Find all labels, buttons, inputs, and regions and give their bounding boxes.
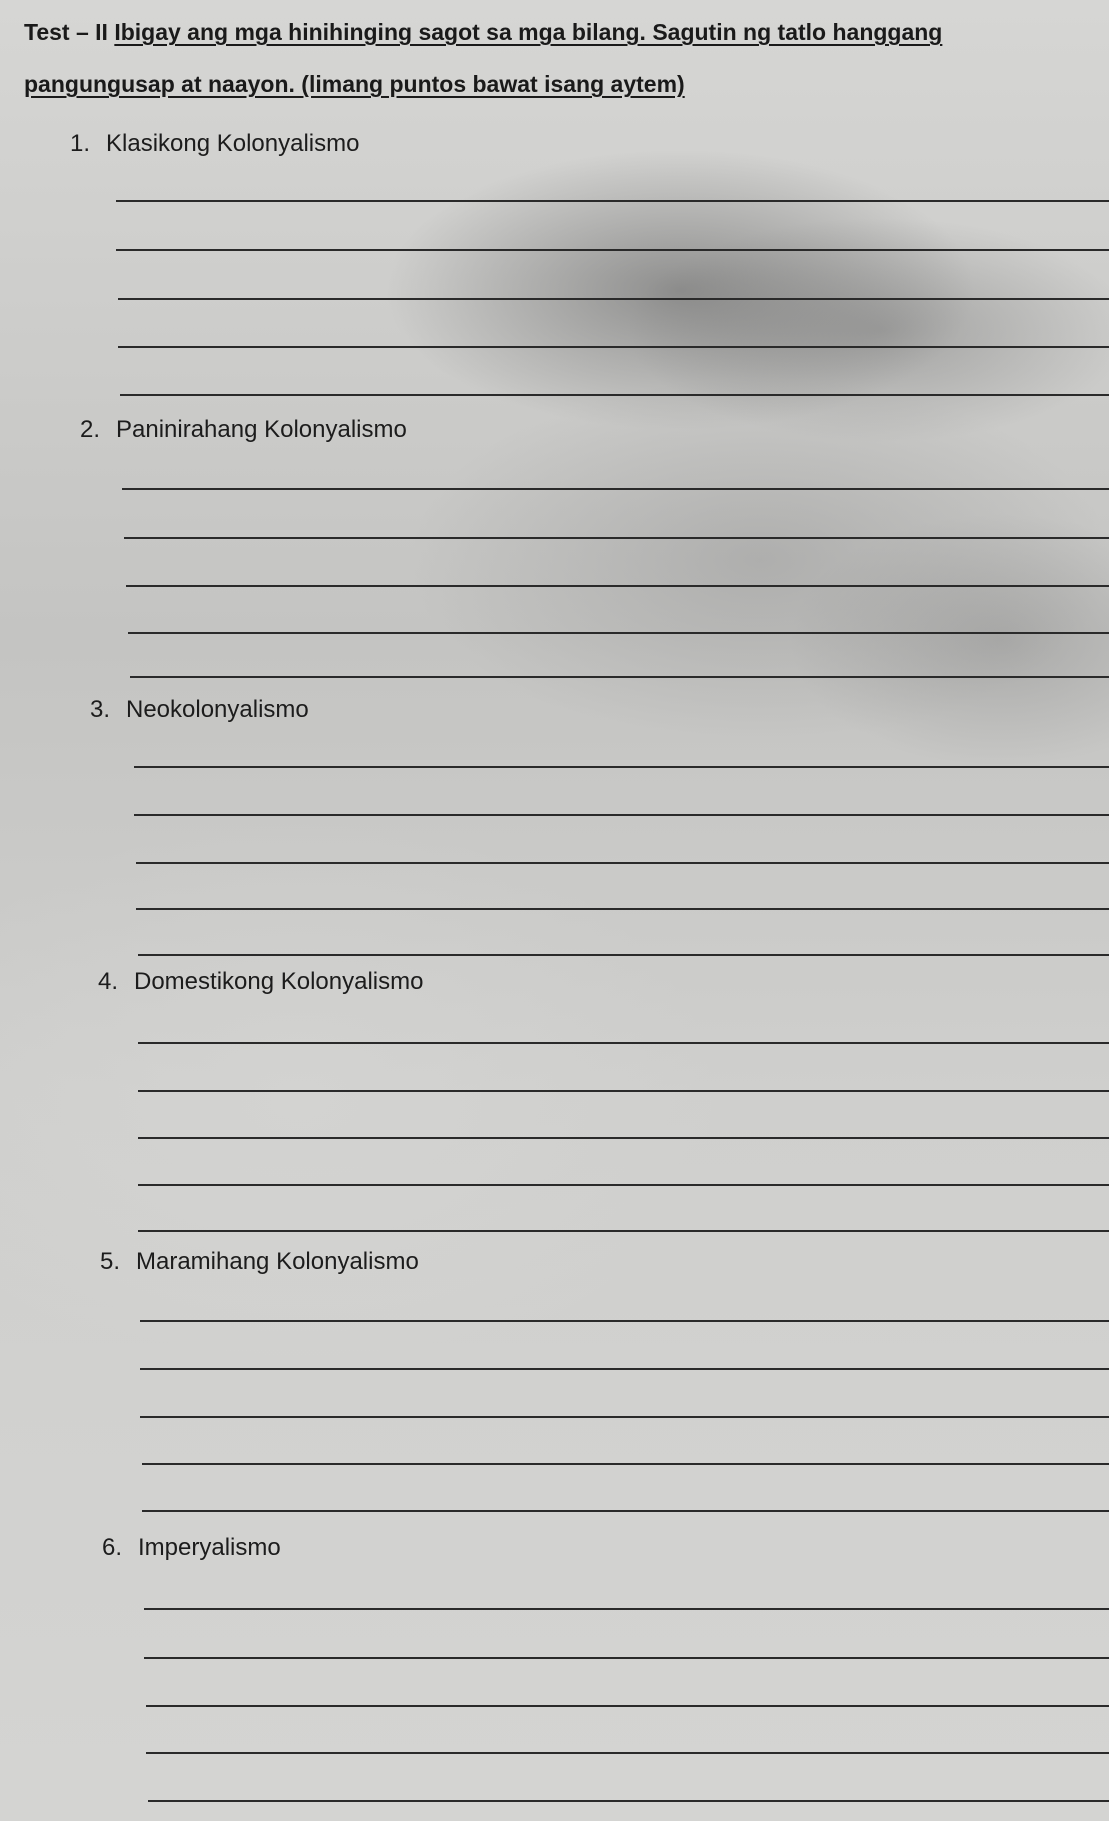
instructions-line-2 [24,58,1109,110]
answer-line[interactable] [142,1463,1109,1465]
instructions-text-1: Ibigay ang mga hinihinging sagot sa mga bilang. Sagutin ng tatlo hanggang [114,19,943,45]
instructions-line-1 [24,6,1109,58]
answer-line[interactable] [138,1042,1109,1044]
answer-line[interactable] [142,1510,1109,1512]
answer-line[interactable] [128,632,1109,634]
question-title [98,968,423,996]
instructions-text-2: pangungusap at naayon. (limang puntos bawat isang aytem) [24,71,685,97]
question-number: 5. [100,1248,121,1275]
answer-line[interactable] [118,298,1109,300]
answer-line[interactable] [134,766,1109,768]
answer-line[interactable] [138,1090,1109,1092]
question-number: 4. [98,968,119,995]
question-number: 2. [80,416,101,443]
answer-line[interactable] [146,1752,1109,1754]
answer-line[interactable] [122,488,1109,490]
question-label: Maramihang Kolonyalismo [136,1248,419,1275]
answer-line[interactable] [140,1368,1109,1370]
question-number: 6. [102,1534,123,1561]
answer-line[interactable] [134,814,1109,816]
answer-line[interactable] [138,1184,1109,1186]
question-label: Neokolonyalismo [126,696,309,723]
answer-line[interactable] [146,1705,1109,1707]
answer-line[interactable] [124,537,1109,539]
answer-line[interactable] [136,862,1109,864]
answer-line[interactable] [118,346,1109,348]
answer-line[interactable] [116,249,1109,251]
question-title [100,1248,419,1276]
answer-line[interactable] [116,200,1109,202]
answer-line[interactable] [138,954,1109,956]
question-label: Klasikong Kolonyalismo [106,130,360,157]
question-title [70,130,359,158]
answer-line[interactable] [138,1230,1109,1232]
question-number: 1. [70,130,91,157]
answer-line[interactable] [120,394,1109,396]
question-number: 3. [90,696,111,723]
question-title [90,696,309,724]
answer-line[interactable] [136,908,1109,910]
answer-line[interactable] [138,1137,1109,1139]
answer-line[interactable] [126,585,1109,587]
answer-line[interactable] [140,1416,1109,1418]
question-title [102,1534,281,1562]
answer-line[interactable] [140,1320,1109,1322]
answer-line[interactable] [130,676,1109,678]
question-label: Domestikong Kolonyalismo [134,968,424,995]
question-title [80,416,407,444]
question-label: Imperyalismo [138,1534,281,1561]
answer-line[interactable] [148,1800,1109,1802]
test-instructions [24,6,1109,110]
question-label: Paninirahang Kolonyalismo [116,416,407,443]
test-label: Test – II [24,19,115,45]
answer-line[interactable] [144,1608,1109,1610]
answer-line[interactable] [144,1657,1109,1659]
